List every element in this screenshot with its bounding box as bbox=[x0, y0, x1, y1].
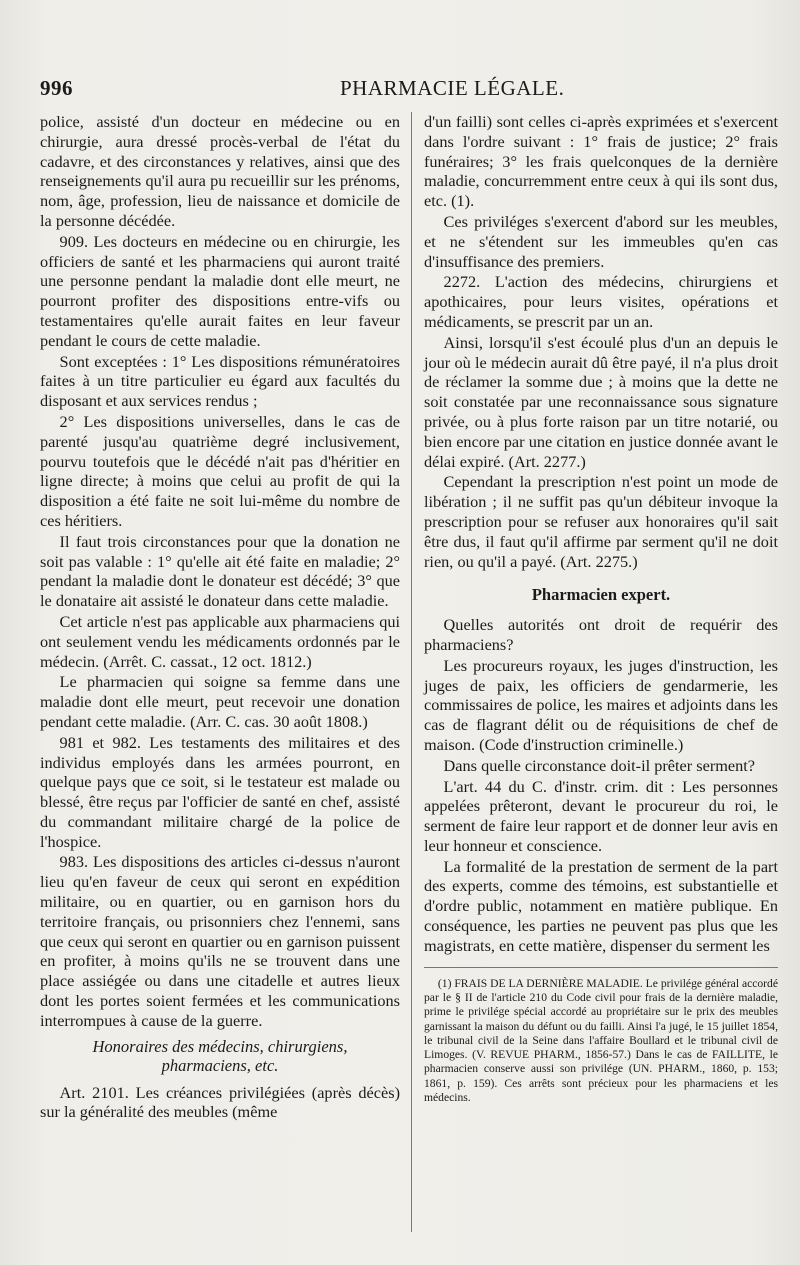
footnote-separator bbox=[424, 967, 778, 968]
paragraph: police, assisté d'un docteur en médecine ou en chirurgie, aura dressé procès-verbal de l'état du cadavre, et des circonstances y relatives, ainsi que des renseignements qu'il aura pu recueillir sur les prénoms, nom, âge, profession, lieu de naissance et domicile de la personne décédée. bbox=[40, 112, 400, 230]
paragraph: Sont exceptées : 1° Les dispositions rémunératoires faites à un titre particulier eu égard aux facultés du disposant et aux services rendus ; bbox=[40, 351, 400, 411]
column-divider bbox=[411, 112, 412, 1232]
paragraph: Ainsi, lorsqu'il s'est écoulé plus d'un an depuis le jour où le médecin aurait dû être payé, il n'a plus droit de réclamer la somme due ; à moins que la dette ne soit constatée par une reconnaissance sous signature privée, ou à plus forte raison par un titre notarié, ou bien encore par une citation en justice donnée avant le délai expiré. (Art. 2277.) bbox=[424, 332, 778, 471]
page-header bbox=[40, 72, 800, 102]
paragraph: 909. Les docteurs en médecine ou en chirurgie, les officiers de santé et les pharmaciens qui auront traité une personne pendant la maladie dont elle meurt, ne pourront profiter des dispositions entre-vifs ou testamentaires qu'elle aurait faites en leur faveur pendant le cours de cette maladie. bbox=[40, 231, 400, 350]
paragraph: Les procureurs royaux, les juges d'instruction, les juges de paix, les officiers de gendarmerie, les commissaires de police, les maires et adjoints dans les cas de flagrant délit ou de réquisitions de chef de maison. (Code d'instruction criminelle.) bbox=[424, 655, 778, 754]
paragraph: Il faut trois circonstances pour que la donation ne soit pas valable : 1° qu'elle ait été faite en maladie; 2° pendant la maladie dont le donateur est décédé; 3° que le donataire ait assisté le donateur dans cette maladie. bbox=[40, 531, 400, 611]
paragraph: Ces priviléges s'exercent d'abord sur les meubles, et ne s'étendent sur les immeubles qu'en cas d'insuffisance des premiers. bbox=[424, 211, 778, 271]
page-number: 996 bbox=[40, 76, 73, 100]
left-column bbox=[40, 112, 400, 1232]
paragraph: L'art. 44 du C. d'instr. crim. dit : Les personnes appelées prêteront, devant le procureur du roi, le serment de faire leur rapport et de donner leur avis en leur honneur et conscience. bbox=[424, 776, 778, 855]
paragraph: 2° Les dispositions universelles, dans le cas de parenté jusqu'au quatrième degré inclusivement, pourvu toutefois que le décédé n'ait pas d'héritier en ligne directe; à moins que celui au profit de qui la disposition a été faite ne soit lui-même du nombre de ces héritiers. bbox=[40, 411, 400, 530]
paragraph: 981 et 982. Les testaments des militaires et des individus employés dans les armées pourront, en quelque pays que ce soit, si le testateur est malade ou blessé, être reçus par l'officier de santé en chef, assisté du commandant militaire chargé de la police de l'hospice. bbox=[40, 732, 400, 851]
running-title: PHARMACIE LÉGALE. bbox=[340, 76, 565, 100]
section-title-pharmacien-expert: Pharmacien expert. bbox=[531, 585, 671, 605]
paragraph: Art. 2101. Les créances privilégiées (après décès) sur la généralité des meubles (même bbox=[40, 1082, 400, 1122]
paragraph: Dans quelle circonstance doit-il prêter serment? bbox=[443, 755, 756, 775]
paragraph: La formalité de la prestation de serment de la part des experts, comme des témoins, est substantielle et d'ordre public, notamment en matière publique. En conséquence, les parties ne peuvent pas plus que les magistrats, en cette matière, dispenser du serment les bbox=[424, 856, 778, 955]
paragraph: Le pharmacien qui soigne sa femme dans une maladie dont elle meurt, peut recevoir une donation pendant cette maladie. (Arr. C. cas. 30 août 1808.) bbox=[40, 672, 400, 731]
paragraph: 2272. L'action des médecins, chirurgiens et apothicaires, pour leurs visites, opérations et médicaments, se prescrit par un an. bbox=[424, 272, 778, 331]
paragraph: 983. Les dispositions des articles ci-dessus n'auront lieu qu'en faveur de ceux qui seront en expédition militaire, ou en quartier, ou en garnison hors du territoire français, ou prisonniers chez l'ennemi, sans que ceux qui seront en quartier ou en garnison puissent en profiter, à moins qu'ils ne se trouvent dans une place assiégée ou dans une citadelle et autres lieux dont les portes soient fermées et les communications interrompues à cause de la guerre. bbox=[40, 852, 400, 1030]
footnote: (1) FRAIS DE LA DERNIÈRE MALADIE. Le privilége général accordé par le § II de l'article 210 du Code civil pour frais de la dernière maladie, prime le privilége spécial accordé au propriétaire sur le prix des meubles garnissant la maison du défunt ou du failli. Ainsi l'a jugé, le 15 juillet 1854, le tribunal civil de la Seine dans l'affaire Boullard et le tribunal civil de Limoges. (V. REVUE PHARM., 1856-57.) Dans le cas de FAILLITE, le pharmacien conserve aussi son privilége (UN. PHARM., 1860, p. 153; 1861, p. 159). Ces arrêts sont précieux pour les pharmaciens et les médecins. bbox=[424, 976, 778, 1105]
paragraph: Quelles autorités ont droit de requérir des pharmaciens? bbox=[424, 615, 778, 654]
right-column bbox=[424, 112, 778, 1232]
paragraph: Cependant la prescription n'est point un mode de libération ; il ne suffit pas qu'un débiteur invoque la prescription pour se refuser aux honoraires qu'il sait être dus, il faut qu'il affirme par serment qu'il ne doit rien, ou qu'il a payé. (Art. 2275.) bbox=[424, 472, 778, 571]
section-title-honoraires: Honoraires des médecins, chirurgiens, pharmaciens, etc. bbox=[92, 1036, 348, 1075]
paragraph: Cet article n'est pas applicable aux pharmaciens qui ont seulement vendu les médicaments ordonnés par le médecin. (Arrêt. C. cassat., 12 oct. 1812.) bbox=[40, 611, 400, 671]
paragraph: d'un failli) sont celles ci-après exprimées et s'exercent dans l'ordre suivant : 1° frais de justice; 2° frais funéraires; 3° les frais quelconques de la dernière maladie, concurremment entre ceux à qui ils sont dus, etc. (1). bbox=[424, 112, 778, 211]
